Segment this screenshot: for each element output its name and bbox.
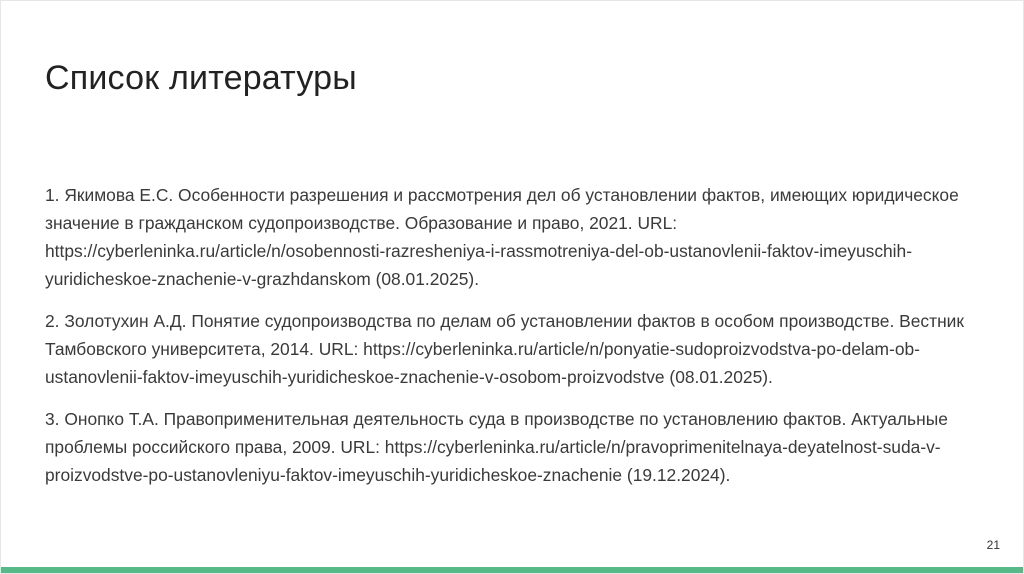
reference-list	[45, 181, 985, 503]
slide-title: Список литературы	[45, 59, 357, 97]
reference-item: 2. Золотухин А.Д. Понятие судопроизводства по делам об установлении фактов в особом производстве. Вестник Тамбовского университета, 2014. URL: https://cyberleninka.ru/article/n/ponyatie-sudoproizvodstva-po-delam-ob-ustanovlenii-faktov-imeyuschih-yuridicheskoe-znachenie-v-osobom-proizvodstve (08.01.2025).	[45, 311, 964, 387]
page-number: 21	[986, 538, 1000, 552]
reference-item: 3. Онопко Т.А. Правоприменительная деятельность суда в производстве по установлению фактов. Актуальные проблемы российского права, 2009. URL: https://cyberleninka.ru/article/n/pravoprimenitelnaya-deyatelnost-suda-v-proizvodstve-po-ustanovleniyu-faktov-imeyuschih-yuridicheskoe-znachenie (19.12.2024).	[45, 409, 948, 485]
accent-bar	[1, 567, 1023, 573]
reference-item: 1. Якимова Е.С. Особенности разрешения и рассмотрения дел об установлении фактов, имеющих юридическое значение в гражданском судопроизводстве. Образование и право, 2021. URL: https://cyberleninka.ru/article/n/osobennosti-razresheniya-i-rassmotreniya-del-ob-ustanovlenii-faktov-imeyuschih-yuridicheskoe-znachenie-v-grazhdanskom (08.01.2025).	[45, 185, 959, 289]
